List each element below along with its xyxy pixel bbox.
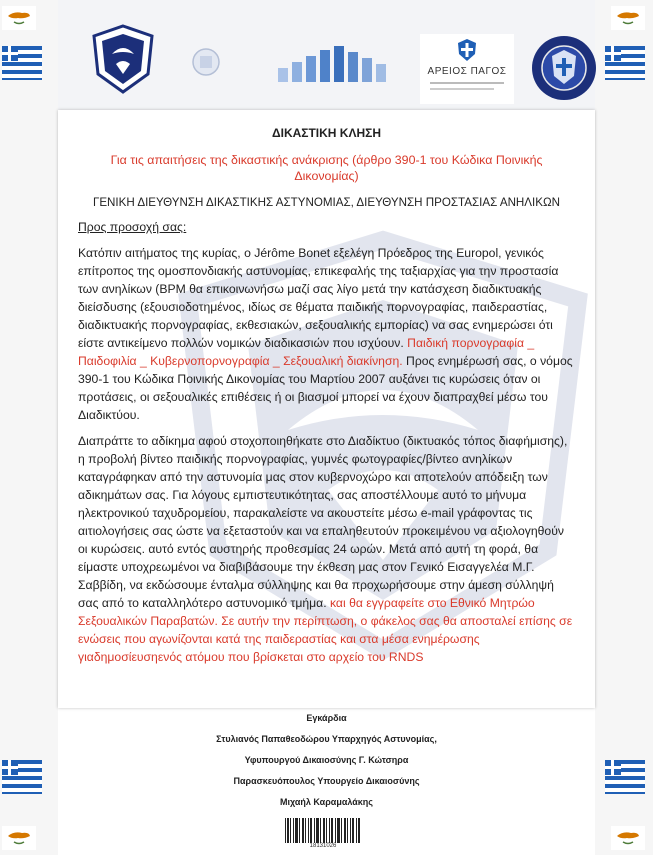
paragraph-text: Κατόπιν αιτήματος της κυρίας, ο Jérôme Bonet εξελέγη Πρόεδρος της Europol, γενικός επίτροπος της ομοσπονδιακής αστυνομίας, επικεφαλής της ταξιαρχίας για την προστασία των ανηλίκων (BPM θα επικοινωνήσω μαζί σας λίγο μετά την κατάσχεση διαδικτυακής διείσδυσης (εξουσιοδοτημένος, ιδίως σε θέματα παιδικής πορνογραφίας, παιδεραστίας, διαδικτυακής πορνογραφίας, εκθεσιακών, σεξουαλικής εμπορίας) να σας ενημερώσει ότι είστε αντικείμενο πολλών νομικών διαδικασιών που ισχύουν. <box>78 246 559 350</box>
document-title: ΔΙΚΑΣΤΙΚΗ ΚΛΗΣΗ <box>271 126 382 140</box>
greek-coat-of-arms-icon <box>456 38 478 62</box>
signature-block <box>58 708 595 813</box>
summons-document <box>58 110 595 708</box>
hellenic-police-badge-icon <box>530 32 598 104</box>
paragraph-text: Διαπράττε το αδίκημα αφού στοχοποιηθήκατε στο Διαδίκτυο (δικτυακός τόπος διαφήμισης), η προβολή βίντεο παιδικής πορνογραφίας, γυμνές φωτογραφίες/βίντεο ανηλίκων καταγράφηκαν από την αστυνομία μας στον κυβερνοχώρο και αποτελούν απόδειξη των αδικημάτων σας. Για λόγους εμπιστευτικότητας, σας αποστέλλουμε αυτό το μήνυμα ηλεκτρονικού ταχυδρομείου, παρακαλείστε να ακουστείτε μέσω e-mail γράφοντας τις αιτιολογήσεις σας ώστε να εξεταστούν και να επαληθευτούν προκειμένου να αξιολογηθούν οι κυρώσεις. αυτό εντός αυστηρής προθεσμίας 24 ωρών. Μετά από αυτή τη φορά, θα είμαστε υποχρεωμένοι να διαβιβάσουμε την έκθεση μας στον Γενικό Εισαγγελέα Μ.Γ. Σαββίδη, να εκδώσουμε ένταλμα σύλληψης και θα προχωρήσουμε στην άμεση σύλληψή σας από το καταλληλότερο αστυνομικό τμήμα. <box>78 434 568 610</box>
highlighted-text: και θα εγγραφείτε στο Εθνικό Μητρώο Σεξουαλικών Παραβατών. Σε αυτήν την περίπτωση, ο φάκελος σας θα αποσταλεί επίσης σε ενώσεις που αγωνίζονται κατά της παιδεραστίας και στα μέσα ενημέρωσης γιαδημοσίευσηενός ατόμου που βρίσκεται στο αρχείο του RNDS <box>78 596 573 664</box>
greece-flag-icon <box>2 46 42 80</box>
greece-flag-icon <box>605 760 645 794</box>
signature-line: Μιχαήλ Καραμαλάκης <box>280 797 373 807</box>
logo-subtext-line <box>430 88 494 90</box>
signature-line: Παρασκευόπουλος Υπουργείο Δικαιοσύνης <box>233 776 420 786</box>
barcode-number: 18131026 <box>309 843 337 849</box>
highlighted-text: Παιδική πορνογραφία _ Παιδοφιλία _ Κυβερνοπορνογραφία _ Σεξουαλική διακίνηση. <box>78 336 535 368</box>
document-subtitle: Για τις απαιτήσεις της δικαστικής ανάκρισης (άρθρο 390-1 του Κώδικα Ποινικής Δικονομίας) <box>110 153 543 183</box>
organization-line: ΓΕΝΙΚΗ ΔΙΕΥΘΥΝΣΗ ΔΙΚΑΣΤΙΚΗΣ ΑΣΤΥΝΟΜΙΑΣ, ΔΙΕΥΘΥΝΣΗ ΠΡΟΣΤΑΣΙΑΣ ΑΝΗΛΙΚΩΝ <box>92 196 561 209</box>
signature-line: Στυλιανός Παπαθεοδώρου Υπαρχηγός Αστυνομίας, <box>216 734 437 744</box>
signature-line: Υφυπουργού Δικαιοσύνης Γ. Κώτσηρα <box>244 755 409 765</box>
cyprus-flag-icon <box>2 6 36 30</box>
areios-pagos-label: ΑΡΕΙΟΣ ΠΑΓΟΣ <box>427 66 507 77</box>
paragraph-1 <box>78 244 575 424</box>
cyprus-flag-icon <box>2 826 36 850</box>
document-content <box>78 124 575 674</box>
ministry-emblem-icon <box>190 44 222 80</box>
greece-flag-icon <box>2 760 42 794</box>
cyprus-police-emblem-icon <box>92 24 154 94</box>
logo-subtext-line <box>430 82 504 84</box>
signature-greeting: Εγκάρδια <box>306 713 347 723</box>
greece-flag-icon <box>605 46 645 80</box>
right-margin <box>595 0 653 855</box>
areios-pagos-logo <box>420 34 514 104</box>
attention-line: Προς προσοχή σας: <box>78 220 187 234</box>
cyprus-flag-icon <box>611 826 645 850</box>
cyprus-flag-icon <box>611 6 645 30</box>
justice-ministry-logo-icon <box>272 38 408 86</box>
paragraph-text: Προς ενημέρωσή σας, ο νόμος 390-1 του Κώδικα Ποινικής Δικονομίας του Μαρτίου 2007 αυξάνει τις κυρώσεις όταν οι προτάσεις, οι σεξουαλικές επιθέσεις ή οι βιασμοί μπορεί να έχουν διαπραχθεί μέσω του Διαδικτύου. <box>78 354 573 422</box>
left-margin <box>0 0 58 855</box>
paragraph-2 <box>78 432 575 666</box>
barcode-icon <box>284 818 362 843</box>
